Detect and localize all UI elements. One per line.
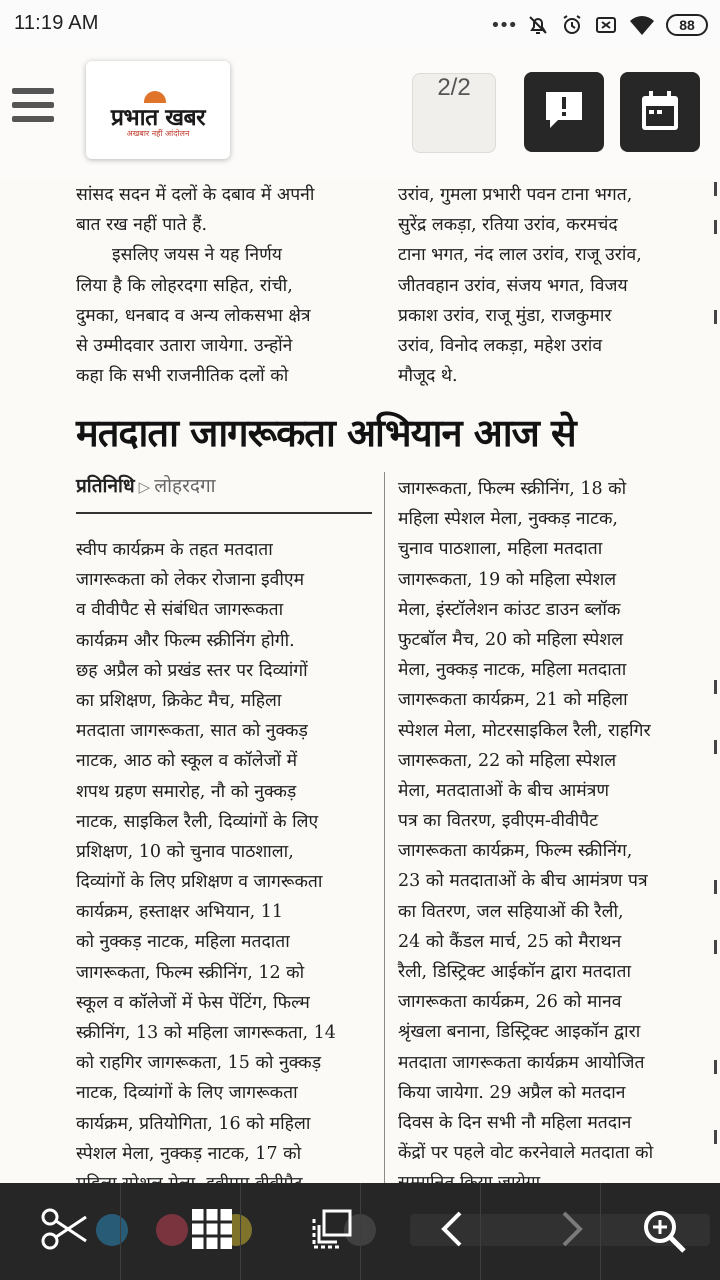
text-line: जागरूकता कार्यक्रम, फिल्म स्क्रीनिंग,: [398, 841, 633, 862]
byline-place: लोहरदगा: [154, 475, 216, 497]
text-line: किया जायेगा. 29 अप्रैल को मतदान: [398, 1082, 626, 1103]
more-dots-icon: •••: [490, 14, 516, 36]
byline-author: प्रतिनिधि: [76, 475, 135, 497]
text-line: छह अप्रैल को प्रखंड स्तर पर दिव्यांगों: [76, 660, 308, 681]
text-line: मौजूद थे.: [398, 366, 458, 387]
text-line: सांसद सदन में दलों के दबाव में अपनी: [76, 185, 315, 205]
article-byline: [76, 472, 372, 508]
text-line: कार्यक्रम, प्रतियोगिता, 16 को महिला: [76, 1113, 311, 1134]
text-line: 23 को मतदाताओं के बीच आमंत्रण पत्र: [398, 871, 648, 892]
zoom-in-icon: [640, 1207, 690, 1257]
text-line: प्रशिक्षण, 10 को चुनाव पाठशाला,: [76, 841, 294, 862]
text-line: जागरूकता कार्यक्रम, 21 को महिला: [398, 690, 628, 711]
toolbar-divider: [120, 1183, 121, 1280]
text-line: से उम्मीदवार उतारा जायेगा. उन्होंने: [76, 335, 293, 356]
text-line: जागरूकता, फिल्म स्क्रीनिंग, 18 को: [398, 479, 627, 499]
text-line: उरांव, विनोद लकड़ा, महेश उरांव: [398, 335, 603, 356]
byline-arrow-icon: ▷: [138, 478, 151, 496]
text-line: जागरूकता को लेकर रोजाना इवीएम: [76, 570, 305, 591]
byline-divider: [76, 512, 372, 514]
text-line: कार्यक्रम और फिल्म स्क्रीनिंग होगी.: [76, 630, 295, 651]
text-line: का प्रशिक्षण, क्रिकेट मैच, महिला: [76, 690, 282, 711]
text-line: मेला, मतदाताओं के बीच आमंत्रण: [398, 780, 610, 801]
text-line: मतदाता जागरूकता कार्यक्रम आयोजित: [398, 1052, 645, 1073]
text-line: शपथ ग्रहण समारोह, नौ को नुक्कड़: [76, 781, 297, 802]
calendar-button[interactable]: [620, 72, 700, 152]
text-line: इसलिए जयस ने यह निर्णय: [112, 245, 282, 266]
clip-button[interactable]: [0, 1183, 120, 1280]
text-line: टाना भगत, नंद लाल उरांव, राजू उरांव,: [398, 245, 642, 266]
logo-text: प्रभात खबर: [110, 104, 206, 131]
text-line: नाटक, साइकिल रैली, दिव्यांगों के लिए: [76, 811, 319, 832]
bottom-toolbar: [0, 1183, 720, 1280]
page-indicator[interactable]: 2/2: [412, 73, 496, 153]
text-line: फुटबॉल मैच, 20 को महिला स्पेशल: [398, 629, 624, 650]
text-line: पत्र का वितरण, इवीएम-वीवीपैट: [398, 811, 599, 832]
text-line: महिला स्पेशल मेला, नुक्कड़ नाटक,: [398, 509, 618, 530]
chevron-right-icon: [550, 1207, 594, 1251]
text-line: बात रख नहीं पाते हैं.: [76, 215, 208, 236]
text-line: रैली, डिस्ट्रिक्ट आईकॉन द्वारा मतदाता: [398, 962, 632, 982]
text-line: कहा कि सभी राजनीतिक दलों को: [76, 366, 289, 387]
text-line: स्पेशल मेला, नुक्कड़ नाटक, 17 को: [76, 1143, 302, 1164]
text-line: दिव्यांगों के लिए प्रशिक्षण व जागरूकता: [76, 872, 323, 893]
text-line: को राहगिर जागरूकता, 15 को नुक्कड़: [76, 1053, 322, 1074]
adjacent-page-edge: [712, 180, 720, 1183]
text-line: जागरूकता, 19 को महिला स्पेशल: [398, 569, 617, 590]
text-line: केंद्रों पर पहले वोट करनेवाले मतदाता को: [398, 1143, 654, 1164]
text-line: नाटक, आठ को स्कूल व कॉलेजों में: [76, 751, 298, 772]
text-line: श्रृंखला बनाना, डिस्ट्रिक्ट आइकॉन द्वारा: [398, 1022, 641, 1043]
text-line: लिया है कि लोहरदगा सहित, रांची,: [76, 275, 293, 296]
calendar-icon: [640, 90, 680, 134]
text-line: को नुक्कड़ नाटक, महिला मतदाता: [76, 932, 290, 953]
status-bar: [0, 0, 720, 50]
text-line: का वितरण, जल सहियाओं की रैली,: [398, 901, 624, 922]
text-line: सुरेंद्र लकड़ा, रतिया उरांव, करमचंद: [398, 215, 618, 236]
text-line: जागरूकता, 22 को महिला स्पेशल: [398, 750, 617, 771]
text-line: कार्यक्रम, हस्ताक्षर अभियान, 11: [76, 902, 284, 923]
crop-pages-icon: [310, 1207, 354, 1251]
text-line: चुनाव पाठशाला, महिला मतदाता: [398, 539, 603, 560]
text-line: व वीवीपैट से संबंधित जागरूकता: [76, 600, 284, 621]
text-line: जीतवहान उरांव, संजय भगत, विजय: [398, 275, 628, 296]
text-line: जागरूकता कार्यक्रम, 26 को मानव: [398, 992, 622, 1013]
article-column-1: [76, 535, 372, 1199]
toolbar-divider: [360, 1183, 361, 1280]
previous-page-button[interactable]: [390, 1183, 510, 1280]
status-time: 11:19 AM: [14, 12, 99, 34]
alarm-icon: [560, 13, 584, 37]
scissors-icon: [40, 1207, 90, 1251]
text-line: 24 को कैंडल मार्च, 25 को मैराथन: [398, 931, 622, 952]
text-line: दिवस के दिन सभी नौ महिला मतदान: [398, 1112, 632, 1133]
logo-tagline: अखबार नहीं आंदोलन: [126, 129, 190, 138]
text-line: दुमका, धनबाद व अन्य लोकसभा क्षेत्र: [76, 305, 311, 326]
sim-off-icon: [594, 13, 618, 37]
text-line: स्वीप कार्यक्रम के तहत मतदाता: [76, 540, 273, 560]
top-app-bar: [0, 50, 720, 180]
grid-icon: [190, 1207, 234, 1251]
previous-article-column-2: [398, 180, 692, 391]
chevron-left-icon: [430, 1207, 474, 1251]
comment-icon: [544, 90, 584, 134]
newspaper-page[interactable]: [0, 180, 720, 1183]
text-line: स्क्रीनिंग, 13 को महिला जागरूकता, 14: [76, 1023, 336, 1043]
toolbar-divider: [480, 1183, 481, 1280]
menu-icon[interactable]: [12, 88, 54, 124]
article-headline: मतदाता जागरूकता अभियान आज से: [76, 410, 576, 455]
muted-bell-icon: [526, 13, 550, 37]
column-divider: [384, 472, 385, 1183]
status-icons: [490, 10, 708, 40]
page-crop-button[interactable]: [270, 1183, 390, 1280]
wifi-icon: [628, 13, 656, 37]
text-line: मतदाता जागरूकता, सात को नुक्कड़: [76, 721, 308, 742]
text-line: प्रकाश उरांव, राजू मुंडा, राजकुमार: [398, 305, 612, 326]
text-line: मेला, इंस्टॉलेशन कांउट डाउन ब्लॉक: [398, 599, 621, 620]
battery-icon: 88: [666, 14, 708, 36]
article-column-2: [398, 474, 692, 1199]
text-line: नाटक, दिव्यांगों के लिए जागरूकता: [76, 1083, 298, 1104]
text-line: स्पेशल मेला, मोटरसाइकिल रैली, राहगिर: [398, 720, 651, 741]
text-line: उरांव, गुमला प्रभारी पवन टाना भगत,: [398, 185, 633, 205]
zoom-button[interactable]: [600, 1183, 720, 1280]
previous-article-column-1: [76, 180, 372, 391]
brand-logo[interactable]: [86, 61, 230, 159]
comment-button[interactable]: [524, 72, 604, 152]
grid-view-button[interactable]: [150, 1183, 270, 1280]
text-line: मेला, नुक्कड़ नाटक, महिला मतदाता: [398, 660, 627, 681]
text-line: जागरूकता, फिल्म स्क्रीनिंग, 12 को: [76, 962, 305, 983]
toolbar-divider: [240, 1183, 241, 1280]
text-line: स्कूल व कॉलेजों में फेस पेंटिंग, फिल्म: [76, 992, 310, 1013]
